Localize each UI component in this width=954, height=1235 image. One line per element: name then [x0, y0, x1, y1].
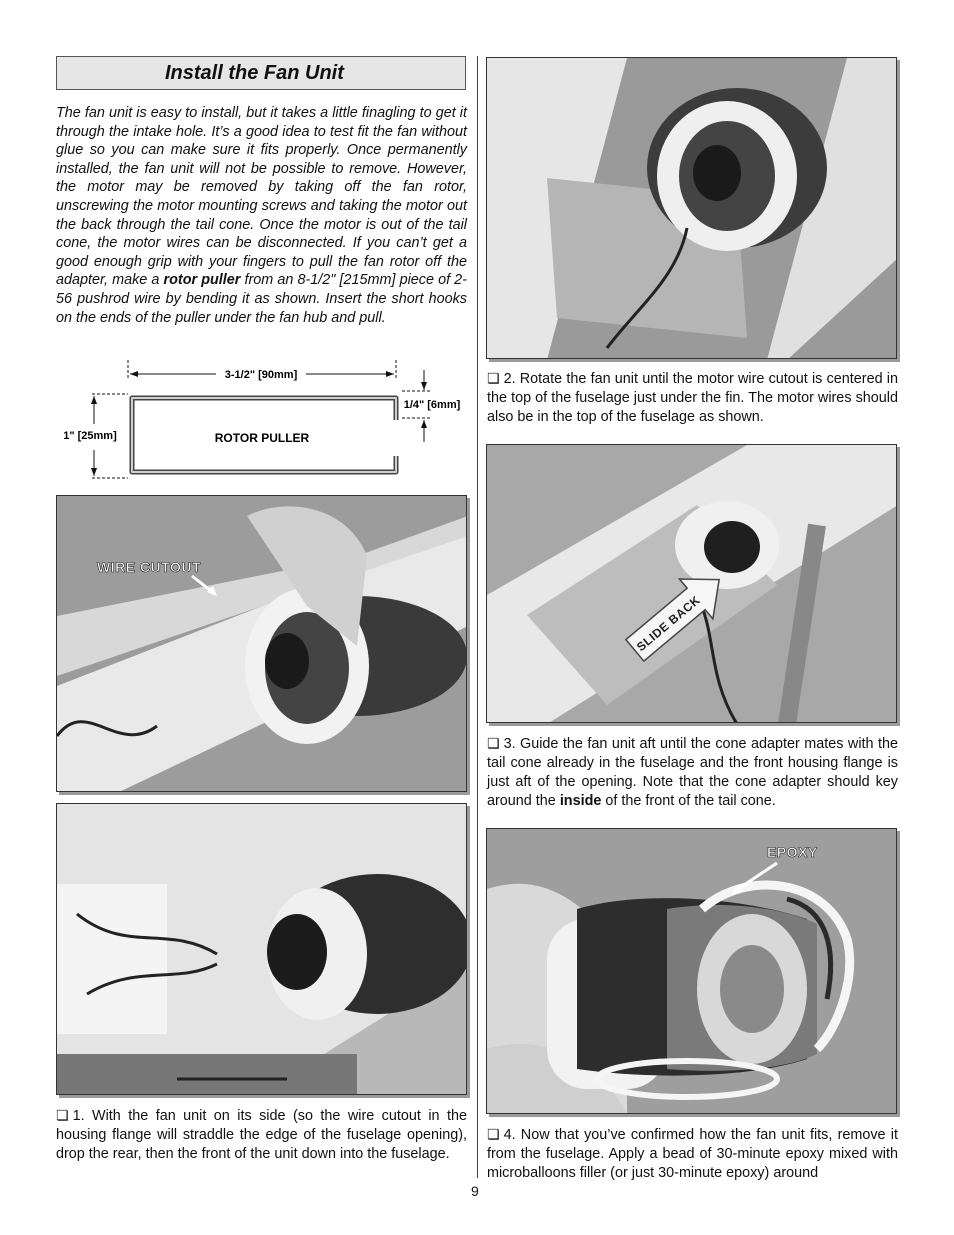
step-3 — [487, 735, 898, 811]
checkbox-icon[interactable]: ❏ — [487, 736, 500, 752]
checkbox-icon[interactable]: ❏ — [56, 1108, 69, 1124]
photo-fan-rotated — [486, 57, 897, 359]
step-1 — [56, 1107, 467, 1164]
diagram-width-label: 3-1/2" [90mm] — [224, 369, 298, 381]
checkbox-icon[interactable]: ❏ — [487, 1127, 500, 1143]
intro-paragraph — [56, 104, 467, 327]
step-4 — [487, 1126, 898, 1183]
diagram-hook-label: 1/4" [6mm] — [403, 399, 461, 411]
step-3-bold-term: inside — [559, 793, 602, 809]
step-1-text: 1. With the fan unit on its side (so the wire cutout in the housing flange will straddle the edge of the fuselage opening), drop the rear, then the front of the unit down into the fuselage. — [56, 1108, 467, 1162]
step-3-text-1: 3. Guide the fan unit aft until the cone adapter mates with the tail cone already in the fuselage and the front housing flange is just aft of the opening. Note that the cone adapter should key around the — [487, 736, 898, 809]
photo-slide-back — [486, 444, 897, 723]
wire-cutout-label: WIRE CUTOUT — [97, 559, 202, 575]
step-2 — [487, 370, 898, 427]
step-3-text-2: of the front of the tail cone. — [601, 793, 776, 809]
intro-bold-term: rotor puller — [163, 272, 241, 289]
column-divider — [477, 56, 478, 1178]
checkbox-icon[interactable]: ❏ — [487, 371, 500, 387]
photo-epoxy — [486, 828, 897, 1114]
intro-text-1: The fan unit is easy to install, but it takes a little finagling to get it through the intake hole. It’s a good idea to test fit the fan without glue so you can make sure it fits properly. Once permanently installed, the fan unit will not be possible to remove. However, the motor may be removed by taking off the fan rotor, unscrewing the motor mounting screws and taking the motor out the back through the tail cone. Once the motor is out of the tail cone, the motor wires can be disconnected. If you can’t get a good enough grip with your fingers to pull the fan rotor off the adapter, make a — [56, 105, 467, 289]
step-2-text: 2. Rotate the fan unit until the motor wire cutout is centered in the top of the fuselage just under the fin. The motor wires should also be in the top of the fuselage as shown. — [487, 371, 898, 425]
photo-wire-cutout — [56, 495, 467, 792]
diagram-name-label: ROTOR PULLER — [214, 431, 310, 445]
page-number: 9 — [471, 1183, 479, 1199]
section-title: Install the Fan Unit — [165, 62, 344, 84]
intro-text-2: from an 8-1/2" [215mm] piece of 2-56 pushrod wire by bending it as shown. Insert the short hooks on the ends of the puller under the fan hub and pull. — [56, 272, 467, 326]
rotor-puller-diagram — [56, 360, 472, 484]
slide-back-label: SLIDE BACK — [633, 592, 703, 655]
section-title-box — [56, 56, 466, 90]
epoxy-label: EPOXY — [767, 844, 818, 860]
photo-fan-in-fuselage — [56, 803, 467, 1095]
step-4-text: 4. Now that you’ve confirmed how the fan unit fits, remove it from the fuselage. Apply a bead of 30-minute epoxy mixed with microballoons filler (or just 30-minute epoxy) around — [487, 1127, 898, 1181]
diagram-height-label: 1" [25mm] — [63, 430, 117, 442]
